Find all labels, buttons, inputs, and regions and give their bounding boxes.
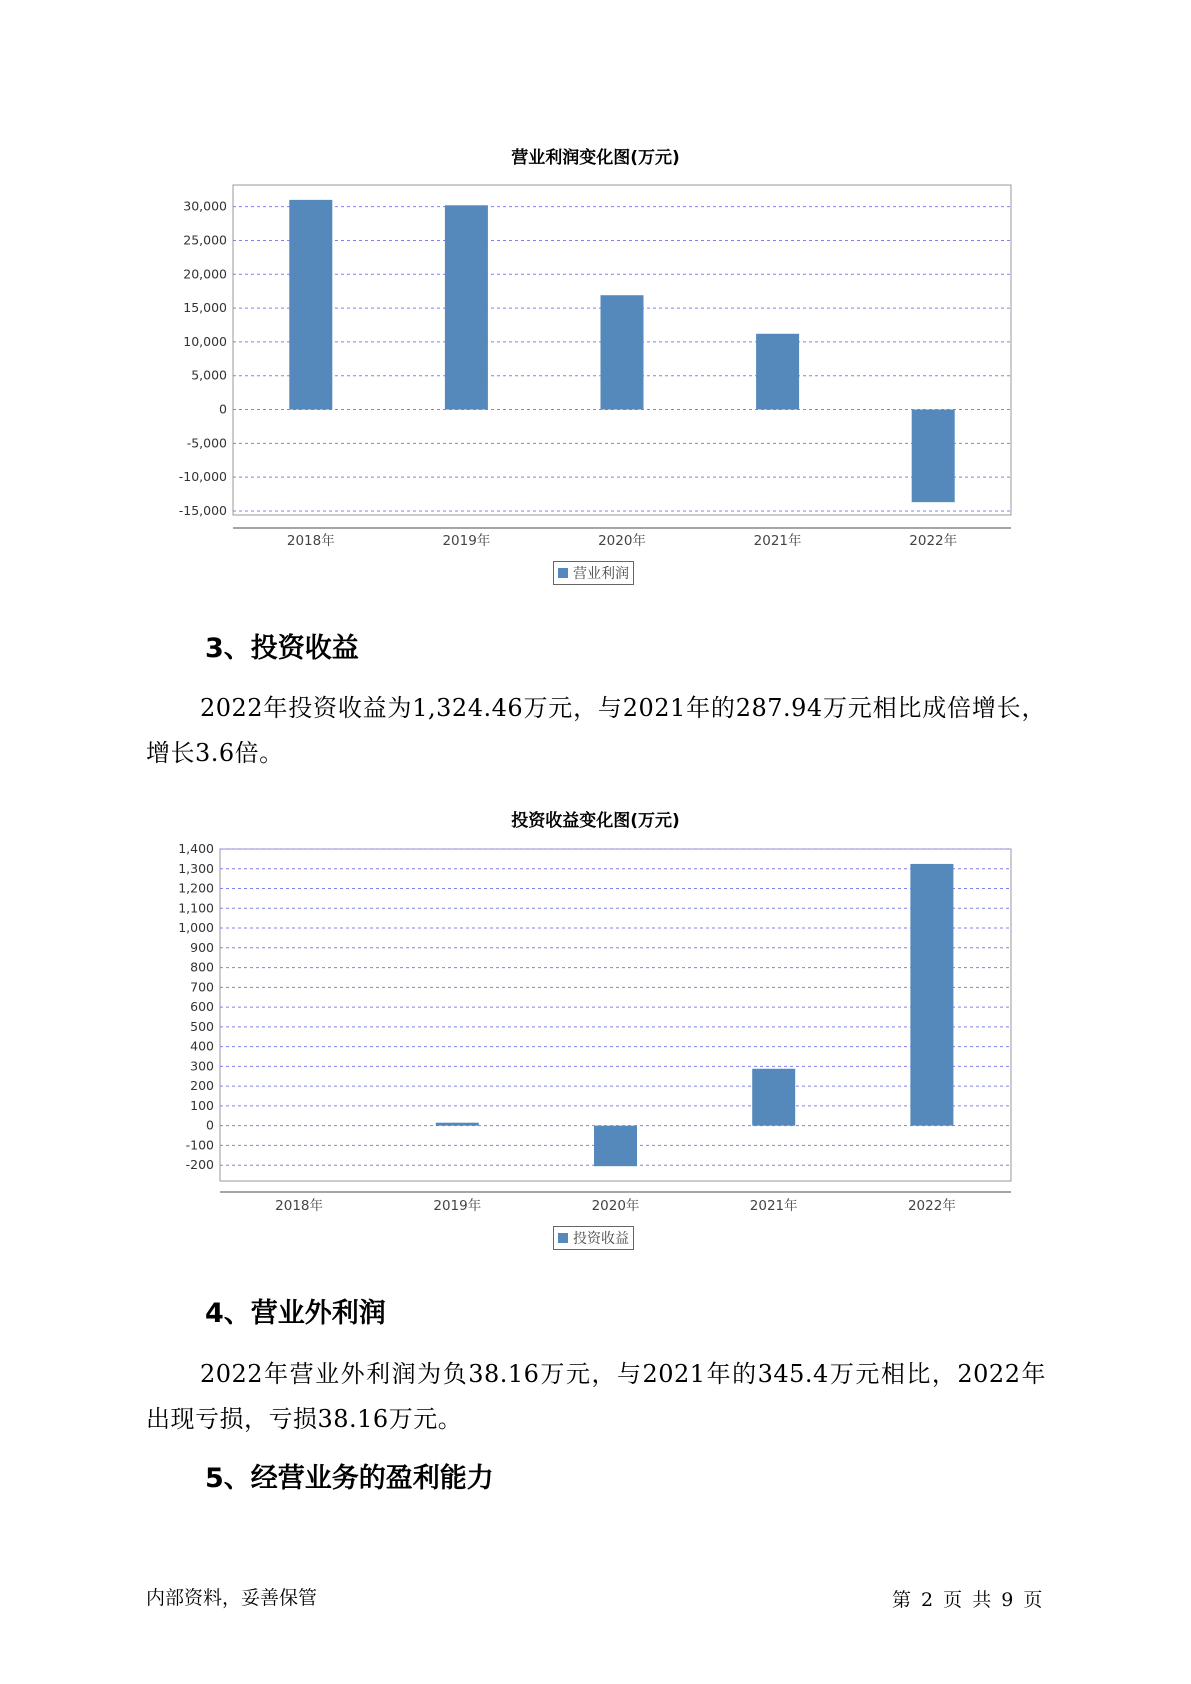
footer-page-number: 第 2 页 共 9 页 bbox=[892, 1589, 1043, 1611]
x-tick-label: 2019年 bbox=[433, 1198, 482, 1214]
legend-label: 营业利润 bbox=[573, 566, 629, 582]
section-heading-investment-income: 3、投资收益 bbox=[205, 633, 359, 664]
x-tick-label: 2020年 bbox=[598, 533, 646, 549]
paragraph-non-operating-profit: 2022年营业外利润为负38.16万元，与2021年的345.4万元相比，2022年出现亏损，亏损38.16万元。 bbox=[146, 1360, 1046, 1433]
x-tick-label: 2018年 bbox=[275, 1198, 324, 1214]
y-tick-label: 1,400 bbox=[178, 841, 214, 856]
y-tick-label: 1,200 bbox=[178, 880, 214, 896]
section-heading-non-operating-profit: 4、营业外利润 bbox=[205, 1298, 386, 1329]
y-tick-label: 300 bbox=[190, 1058, 214, 1074]
y-tick-label: 0 bbox=[219, 401, 227, 417]
y-tick-label: -10,000 bbox=[178, 469, 227, 485]
legend-swatch bbox=[558, 1233, 568, 1243]
bar bbox=[910, 864, 953, 1126]
y-tick-label: 0 bbox=[206, 1117, 214, 1133]
y-tick-label: 20,000 bbox=[183, 266, 227, 282]
x-tick-label: 2020年 bbox=[591, 1198, 640, 1214]
y-tick-label: 30,000 bbox=[183, 198, 227, 214]
y-tick-label: -100 bbox=[185, 1137, 214, 1153]
chart-title: 投资收益变化图(万元) bbox=[511, 811, 680, 831]
x-tick-label: 2019年 bbox=[442, 533, 491, 549]
y-tick-label: 400 bbox=[190, 1038, 214, 1054]
y-tick-label: 600 bbox=[190, 999, 214, 1015]
x-tick-label: 2018年 bbox=[286, 533, 335, 549]
x-tick-label: 2021年 bbox=[749, 1198, 798, 1214]
paragraph-investment-income: 2022年投资收益为1,324.46万元，与2021年的287.94万元相比成倍增长，增长3.6倍。 bbox=[146, 694, 1046, 767]
bar bbox=[752, 1069, 795, 1126]
bar bbox=[594, 1126, 637, 1167]
bar bbox=[436, 1123, 479, 1126]
y-tick-label: 200 bbox=[190, 1078, 214, 1094]
y-tick-label: -200 bbox=[185, 1157, 214, 1173]
y-tick-label: 800 bbox=[190, 959, 214, 975]
y-tick-label: 900 bbox=[190, 939, 214, 955]
chart-title: 营业利润变化图(万元) bbox=[511, 148, 680, 168]
y-tick-label: 700 bbox=[190, 979, 214, 995]
y-tick-label: -5,000 bbox=[186, 435, 227, 451]
footer-confidential-note: 内部资料，妥善保管 bbox=[146, 1587, 318, 1609]
x-tick-label: 2022年 bbox=[909, 533, 958, 549]
legend-label: 投资收益 bbox=[573, 1231, 629, 1247]
y-tick-label: 10,000 bbox=[183, 333, 227, 349]
y-tick-label: 1,100 bbox=[178, 900, 214, 916]
y-tick-label: 1,300 bbox=[178, 860, 214, 876]
section-heading-profitability: 5、经营业务的盈利能力 bbox=[205, 1463, 494, 1494]
y-tick-label: 100 bbox=[190, 1097, 214, 1113]
y-tick-label: -15,000 bbox=[178, 502, 227, 518]
y-tick-label: 5,000 bbox=[191, 367, 227, 383]
y-tick-label: 500 bbox=[190, 1018, 214, 1034]
x-tick-label: 2022年 bbox=[907, 1198, 956, 1214]
y-tick-label: 15,000 bbox=[183, 300, 227, 316]
x-tick-label: 2021年 bbox=[753, 533, 802, 549]
y-tick-label: 1,000 bbox=[178, 920, 214, 936]
y-tick-label: 25,000 bbox=[183, 232, 227, 248]
chart-legend bbox=[553, 1226, 634, 1250]
